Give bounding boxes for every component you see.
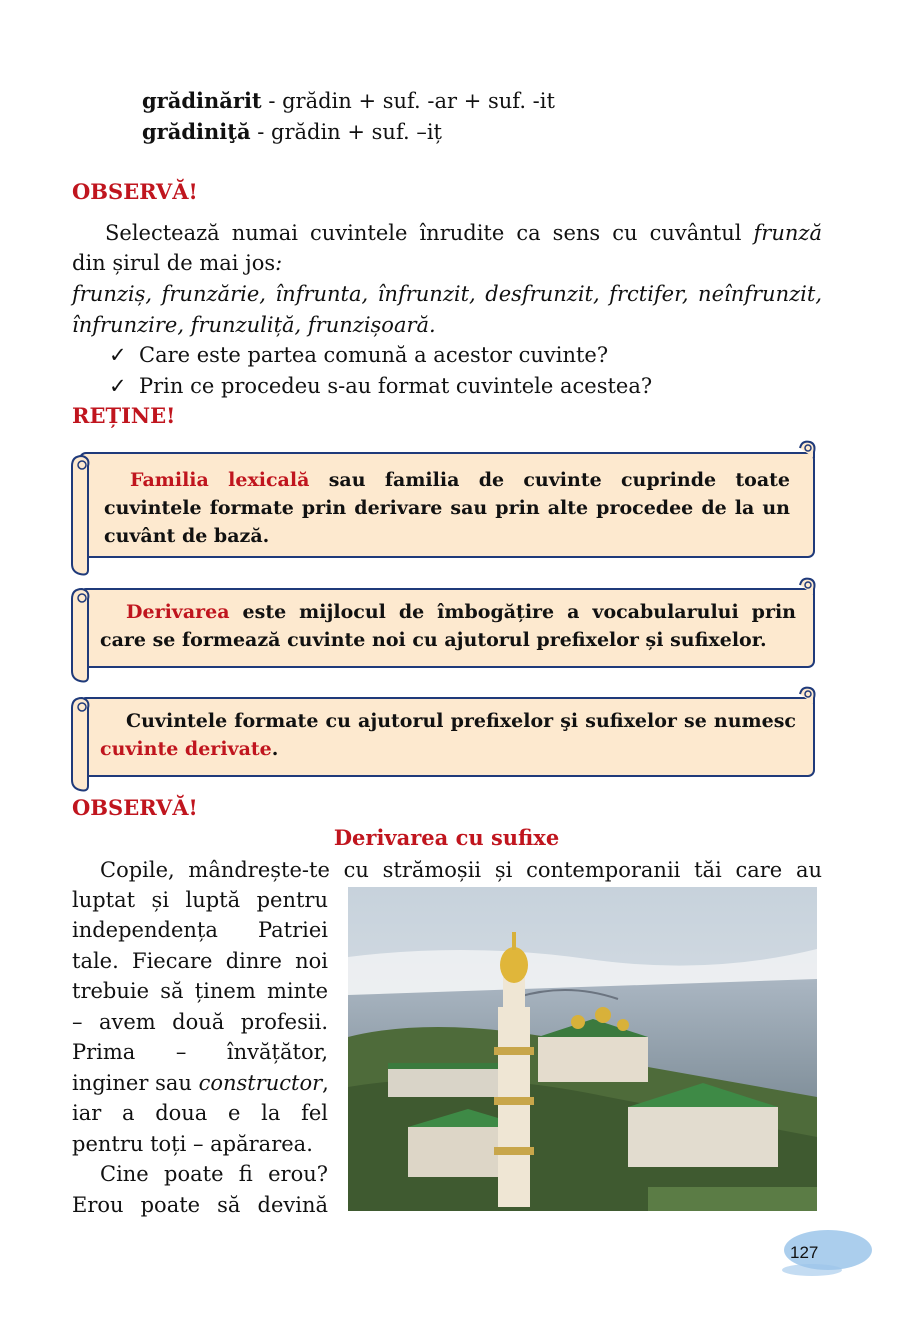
derivation-formula: - grădin + suf. –iț [250,120,442,144]
rule-scroll-derivation [68,575,820,685]
term-highlight: Familia lexicală [130,469,310,491]
story-line: luptat și luptă pentru [72,888,328,912]
question-text: Prin ce procedeu s-au format cuvintele acestea? [139,374,653,398]
rule-scroll-family [68,438,820,578]
monastery-photo [348,887,817,1211]
photo-illustration [348,887,817,1211]
exercise-intro-line [72,218,822,248]
rule-text [100,598,796,654]
word-list: frunziș, frunzărie, înfrunta, înfrunzit, desfrunzit, frctifer, neînfrunzit, [72,282,822,306]
word-list: înfrunzire, frunzuliță, frunzișoară. [72,313,436,337]
story-line: tale. Fiecare dinre noi [72,949,328,973]
story-line: Prima – învățător, [72,1040,328,1064]
page-number: 127 [790,1243,819,1262]
story-text: , [322,1071,329,1095]
rule-body: Cuvintele formate cu ajutorul prefixelor şi sufixelor se numesc [126,710,796,732]
rule-text [104,466,790,550]
rule-body: sau familia de cuvinte cuprinde toate cuvintele formate prin derivare sau prin alte procedee de la un cuvânt de bază. [104,469,790,547]
story-line: trebuie să ținem minte [72,979,328,1003]
observa-heading-2: OBSERVĂ! [72,795,198,820]
story-line: pentru toți – apărarea. [72,1132,313,1156]
story-line: independența Patriei [72,918,328,942]
story-text: inginer sau [72,1071,199,1095]
retine-heading: REȚINE! [72,403,176,428]
derivation-line-1 [142,86,555,116]
rule-text [100,707,796,763]
exercise-intro-text: din șirul de mai jos [72,251,276,275]
question-item [109,371,652,401]
rule-body: este mijlocul de îmbogățire a vocabularului prin care se formează cuvinte noi cu ajutorul prefixelor și sufixelor. [100,601,796,651]
section-title: Derivarea cu sufixe [333,825,560,850]
observa-heading: OBSERVĂ! [72,179,198,204]
term-highlight: Derivarea [126,601,230,623]
derived-word: grădinărit [142,88,262,113]
story-line: Cine poate fi erou? [100,1162,328,1186]
story-first-line: Copile, mândrește-te cu strămoșii și contemporanii tăi care au [100,858,822,882]
colon: : [275,251,283,275]
rule-scroll-derived-words [68,684,820,794]
derived-word: grădiniţă [142,119,251,144]
keyword-frunza: frunză [753,221,822,245]
exercise-intro-line-2 [72,248,282,278]
check-icon: ✓ [109,343,127,367]
word-list-line-1 [72,279,822,309]
story-italic: constructor [198,1071,323,1095]
story-line [72,1068,329,1098]
question-item [109,340,608,370]
question-text: Care este partea comună a acestor cuvinte? [139,343,609,367]
story-line: – avem două profesii. [72,1010,328,1034]
story-line: Erou poate să devină [72,1193,328,1217]
derivation-formula: - grădin + suf. -ar + suf. -it [261,89,555,113]
story-line: iar a doua e la fel [72,1101,328,1125]
derivation-line-2 [142,117,442,147]
rule-period: . [271,738,279,760]
exercise-intro-text: Selectează numai cuvintele înrudite ca sens cu cuvântul [105,221,742,245]
word-list-line-2 [72,310,436,340]
check-icon: ✓ [109,374,127,398]
term-highlight: cuvinte derivate [100,738,272,760]
